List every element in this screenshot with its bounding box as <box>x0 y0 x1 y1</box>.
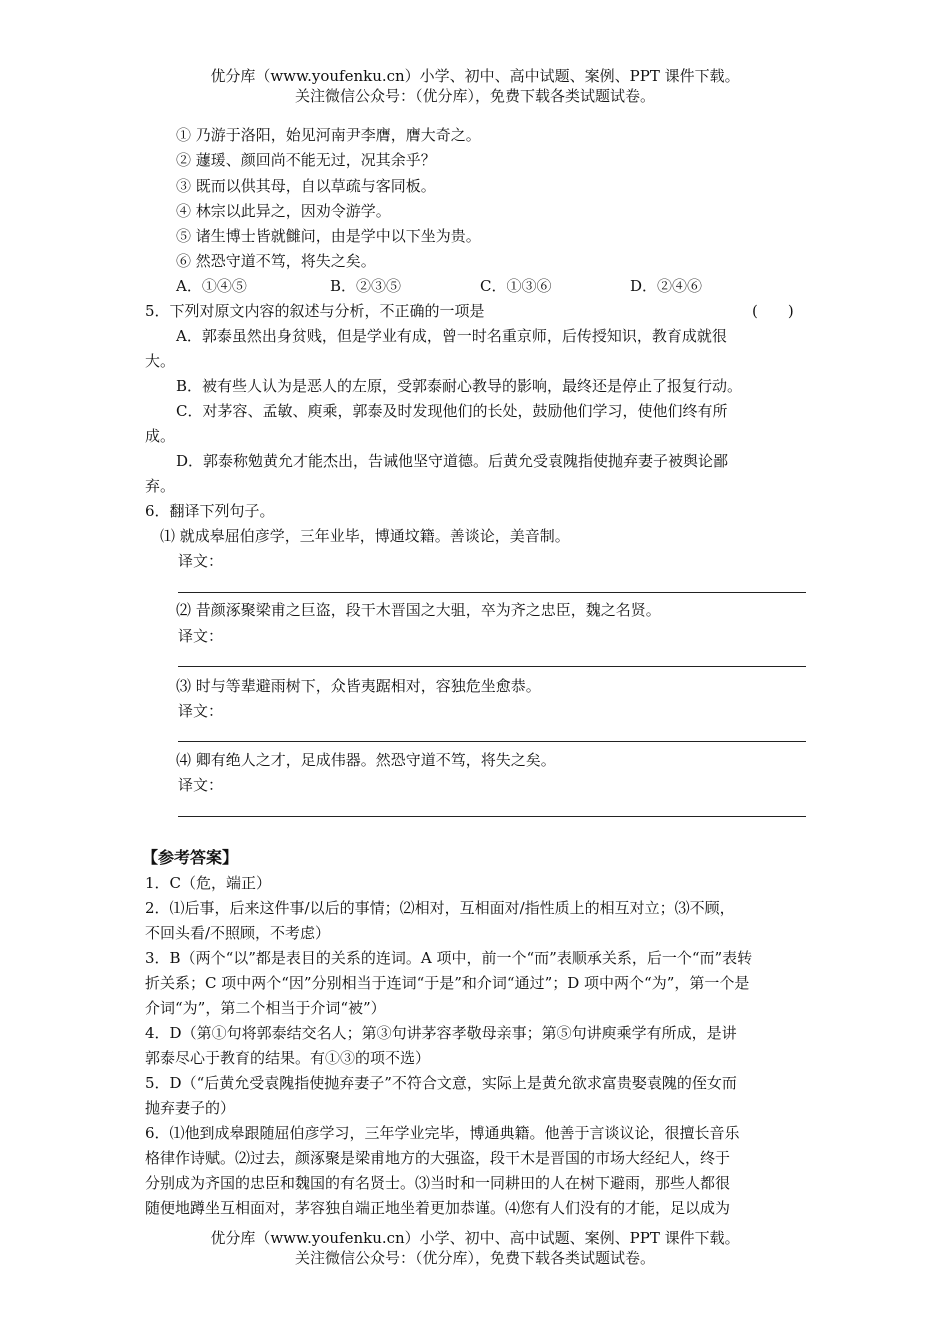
q4-option-a: A．①④⑤ <box>176 277 247 295</box>
q4-item-5: ⑤ 诸生博士皆就雠问，由是学中以下坐为贵。 <box>176 227 481 245</box>
q5-option-b: B．被有些人认为是恶人的左原，受郭泰耐心教导的影响，最终还是停止了报复行动。 <box>176 377 743 395</box>
q4-option-b: B．②③⑤ <box>330 277 402 295</box>
q6-translation-label-2: 译文： <box>178 627 224 645</box>
answer-6-line3: 分别成为齐国的忠臣和魏国的有名贤士。⑶当时和一同耕田的人在树下避雨，那些人都很 <box>145 1174 731 1192</box>
q6-sentence-4: ⑷ 卿有绝人之才，足成伟器。然恐守道不笃，将失之矣。 <box>176 751 556 769</box>
answer-5-line2: 抛弃妻子的） <box>145 1099 236 1117</box>
translation-line-1[interactable] <box>178 592 806 593</box>
answers-title: 【参考答案】 <box>142 848 239 867</box>
q6-sentence-3: ⑶ 时与等辈避雨树下，众皆夷踞相对，容独危坐愈恭。 <box>176 677 541 695</box>
q6-translation-label-3: 译文： <box>178 702 224 720</box>
q6-translation-label-1: 译文： <box>178 552 224 570</box>
q4-item-1: ① 乃游于洛阳，始见河南尹李膺，膺大奇之。 <box>176 126 481 144</box>
page-footer-line2: 关注微信公众号：（优分库），免费下载各类试题试卷。 <box>294 1249 655 1267</box>
answer-2-line1: 2．⑴后事，后来这件事/以后的事情；⑵相对，互相面对/指性质上的相互对立；⑶不顾， <box>145 899 735 917</box>
q5-option-c-line1: C．对茅容、孟敏、庾乘，郭泰及时发现他们的长处，鼓励他们学习，使他们终有所 <box>176 402 728 420</box>
answer-5-line1: 5．D（“后黄允受袁隗指使抛弃妻子”不符合文意，实际上是黄允欲求富贵娶袁隗的侄女而 <box>145 1074 737 1092</box>
answer-4-line1: 4．D（第①句将郭泰结交名人；第③句讲茅容孝敬母亲事；第⑤句讲庾乘学有所成，是讲 <box>145 1024 737 1042</box>
q4-item-3: ③ 既而以供其母，自以草疏与客同板。 <box>176 177 436 195</box>
q4-item-6: ⑥ 然恐守道不笃，将失之矣。 <box>176 252 376 270</box>
page-footer-line1: 优分库（www.youfenku.cn）小学、初中、高中试题、案例、PPT 课件下载。 <box>210 1229 740 1247</box>
q4-option-c: C．①③⑥ <box>480 277 552 295</box>
q5-stem: 5．下列对原文内容的叙述与分析，不正确的一项是 <box>145 302 485 320</box>
q6-sentence-2: ⑵ 昔颜涿聚梁甫之巨盗，段干木晋国之大驵，卒为齐之忠臣，魏之名贤。 <box>176 601 661 619</box>
page-header-line2: 关注微信公众号：（优分库），免费下载各类试题试卷。 <box>294 87 655 105</box>
page-header-line1: 优分库（www.youfenku.cn）小学、初中、高中试题、案例、PPT 课件下载。 <box>210 67 740 85</box>
answer-3-line3: 介词“为”，第二个相当于介词“被”） <box>145 999 386 1017</box>
answer-3-line1: 3．B（两个“以”都是表目的关系的连词。A 项中，前一个“而”表顺承关系，后一个“而”表转 <box>145 949 753 967</box>
q6-stem: 6．翻译下列句子。 <box>145 502 275 520</box>
q6-sentence-1: ⑴ 就成皋屈伯彦学，三年业毕，博通坟籍。善谈论，美音制。 <box>160 527 570 545</box>
q5-option-d-line1: D．郭泰称勉黄允才能杰出，告诫他坚守道德。后黄允受袁隗指使抛弃妻子被舆论鄙 <box>176 452 729 470</box>
q5-option-a-line1: A．郭泰虽然出身贫贱，但是学业有成，曾一时名重京师，后传授知识，教育成就很 <box>176 327 727 345</box>
q5-option-d-line2: 弃。 <box>145 477 176 495</box>
q6-translation-label-4: 译文： <box>178 776 224 794</box>
q5-option-c-line2: 成。 <box>145 427 176 445</box>
q5-option-a-line2: 大。 <box>145 352 176 370</box>
translation-line-4[interactable] <box>178 816 806 817</box>
q4-item-2: ② 蘧瑗、颜回尚不能无过，况其余乎？ <box>176 151 436 169</box>
answer-6-line4: 随便地蹲坐互相面对，茅容独自端正地坐着更加恭谨。⑷您有人们没有的才能，足以成为 <box>145 1199 731 1217</box>
answer-2-line2: 不回头看/不照顾，不考虑） <box>145 924 331 942</box>
answer-4-line2: 郭泰尽心于教育的结果。有①③的项不选） <box>145 1049 431 1067</box>
q4-item-4: ④ 林宗以此异之，因劝令游学。 <box>176 202 391 220</box>
q4-option-d: D．②④⑥ <box>630 277 703 295</box>
q5-answer-bracket: ( ) <box>752 302 794 320</box>
translation-line-3[interactable] <box>178 741 806 742</box>
answer-6-line2: 格律作诗赋。⑵过去，颜涿聚是梁甫地方的大强盗，段干木是晋国的市场大经纪人，终于 <box>145 1149 731 1167</box>
answer-3-line2: 折关系；C 项中两个“因”分别相当于连词“于是”和介词“通过”；D 项中两个“为”，第一个是 <box>145 974 750 992</box>
translation-line-2[interactable] <box>178 666 806 667</box>
answer-1: 1．C（危，端正） <box>145 874 272 892</box>
answer-6-line1: 6．⑴他到成皋跟随屈伯彦学习，三年学业完毕，博通典籍。他善于言谈议论，很擅长音乐 <box>145 1124 740 1142</box>
